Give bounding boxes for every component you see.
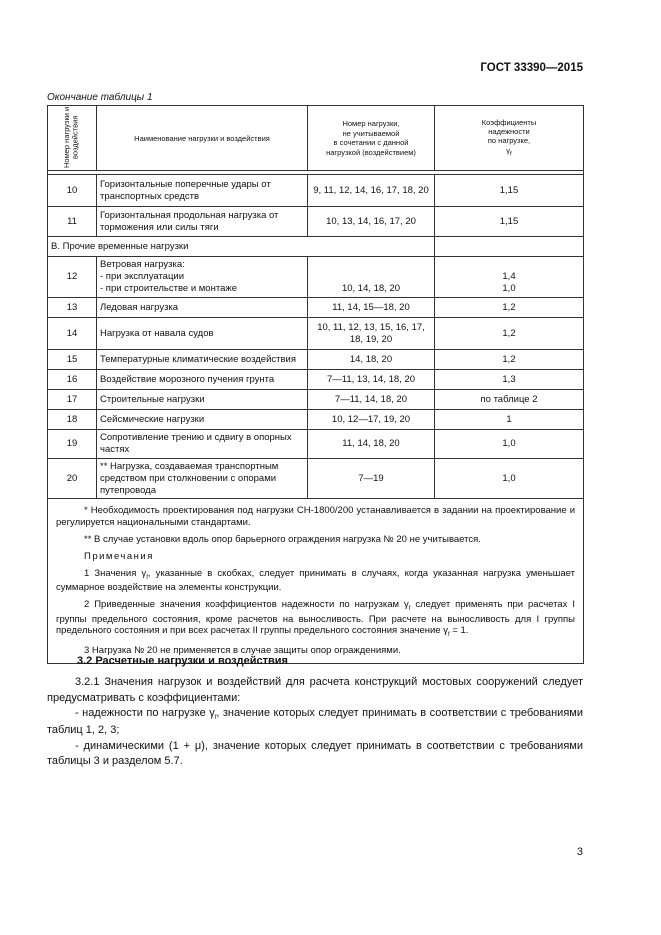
cell-coefficient: 1: [435, 410, 584, 430]
notes-heading: Примечания: [84, 551, 154, 562]
cell-coefficient: 1,4 1,0: [435, 257, 584, 298]
cell-coefficient: 1,0: [435, 430, 584, 459]
table-row: [48, 318, 584, 350]
section-b-title: В. Прочие временные нагрузки: [48, 237, 435, 257]
cell-excluded-loads: 11, 14, 18, 20: [308, 430, 435, 459]
cell-excluded-loads: 7—11, 14, 18, 20: [308, 390, 435, 410]
cell-load-name: Горизонтальные поперечные удары от транспортных средств: [97, 175, 308, 207]
paragraph-reliability: - надежности по нагрузке $\gamma_f$, значение которых следует принимать в соответствии с требованиями таблиц 1, 2, 3;: [47, 707, 583, 736]
cell-load-name: Сейсмические нагрузки: [97, 410, 308, 430]
cell-load-name: ** Нагрузка, создаваемая транспортным средством при столкновении с опорами путепровода: [97, 458, 308, 499]
cell-load-number: 17: [48, 390, 97, 410]
section-heading: 3.2 Расчетные нагрузки и воздействия: [77, 655, 288, 667]
note-2: 2 Приведенные значения коэффициентов надежности по нагрузкам $\gamma_f$ следует применять при расчетах I группы предельного состояния, кроме расчетов на выносливость. При расчете на выносливость для I группы предельного состояния и при всех расчетах II группы предельного состояния значение $\gamma_f = 1$.: [56, 599, 575, 639]
cell-load-number: 11: [48, 207, 97, 237]
cell-excluded-loads: 10, 13, 14, 16, 17, 20: [308, 207, 435, 237]
table-notes-row: [48, 499, 584, 663]
cell-load-number: 10: [48, 175, 97, 207]
cell-excluded-loads: 11, 14, 15—18, 20: [308, 298, 435, 318]
cell-excluded-loads: 7—11, 13, 14, 18, 20: [308, 370, 435, 390]
table-row: [48, 350, 584, 370]
cell-excluded-loads: 7—19: [308, 458, 435, 499]
cell-load-name: Температурные климатические воздействия: [97, 350, 308, 370]
cell-load-number: 18: [48, 410, 97, 430]
table-row: [48, 430, 584, 459]
section-b-empty-cell: [435, 237, 584, 257]
note-1: 1 Значения $\gamma_f$, указанные в скобках, следует принимать в случаях, когда указанная нагрузка уменьшает суммарное воздействие на элементы конструкции.: [56, 567, 575, 594]
table-header-row: [48, 106, 584, 171]
loads-table: [47, 105, 584, 664]
section-header-row: [48, 237, 584, 257]
cell-load-number: 16: [48, 370, 97, 390]
table-row: [48, 390, 584, 410]
paragraph-3-2-1: 3.2.1 Значения нагрузок и воздействий для расчета конструкций мостовых сооружений следует предусматривать с коэффициентами:: [47, 676, 583, 704]
cell-coefficient: 1,15: [435, 175, 584, 207]
table-row: [48, 175, 584, 207]
header-load-name: Наименование нагрузки и воздействия: [97, 106, 308, 171]
table-caption: Окончание таблицы 1: [47, 92, 153, 103]
cell-load-number: 13: [48, 298, 97, 318]
table-row: [48, 257, 584, 298]
cell-excluded-loads: 10, 14, 18, 20: [308, 257, 435, 298]
cell-coefficient: 1,2: [435, 318, 584, 350]
cell-excluded-loads: 10, 12—17, 19, 20: [308, 410, 435, 430]
cell-load-number: 19: [48, 430, 97, 459]
cell-load-number: 15: [48, 350, 97, 370]
table-row: [48, 458, 584, 499]
table-row: [48, 298, 584, 318]
cell-load-name: Нагрузка от навала судов: [97, 318, 308, 350]
cell-load-number: 14: [48, 318, 97, 350]
cell-coefficient: 1,3: [435, 370, 584, 390]
paragraph-dynamic: - динамическими (1 + μ), значение которых следует принимать в соответствии с требованиями таблицы 3 и разделом 5.7.: [47, 739, 583, 768]
cell-coefficient: по таблице 2: [435, 390, 584, 410]
cell-load-name: Ветровая нагрузка: - при эксплуатации - при строительстве и монтаже: [97, 257, 308, 298]
table-row: [48, 370, 584, 390]
cell-excluded-loads: 14, 18, 20: [308, 350, 435, 370]
note-3: 3 Нагрузка № 20 не применяется в случае защиты опор ограждениями.: [84, 644, 401, 656]
footnote-2: ** В случае установки вдоль опор барьерного ограждения нагрузка № 20 не учитывается.: [84, 534, 481, 546]
footnote-1: * Необходимость проектирования под нагрузки СН-1800/200 устанавливается в задании на проектирование и регулируется национальными стандартами.: [56, 505, 575, 529]
table-row: [48, 207, 584, 237]
cell-coefficient: 1,0: [435, 458, 584, 499]
section-body: [47, 675, 583, 770]
cell-load-name: Горизонтальная продольная нагрузка от торможения или силы тяги: [97, 207, 308, 237]
table-notes: [48, 499, 584, 663]
cell-coefficient: 1,15: [435, 207, 584, 237]
cell-load-name: Сопротивление трению и сдвигу в опорных частях: [97, 430, 308, 459]
cell-load-number: 20: [48, 458, 97, 499]
cell-load-name: Ледовая нагрузка: [97, 298, 308, 318]
page-number: 3: [576, 846, 583, 858]
document-code: ГОСТ 33390—2015: [480, 62, 583, 74]
cell-coefficient: 1,2: [435, 298, 584, 318]
header-not-combined: Номер нагрузки, не учитываемой в сочетании с данной нагрузкой (воздействием): [308, 106, 435, 171]
header-load-number: Номер нагрузки и воздействия: [48, 106, 97, 171]
header-reliability-coef: Коэффициенты надежности по нагрузке, $\gamma_f$: [435, 106, 584, 171]
cell-load-name: Воздействие морозного пучения грунта: [97, 370, 308, 390]
cell-excluded-loads: 10, 11, 12, 13, 15, 16, 17, 18, 19, 20: [308, 318, 435, 350]
cell-load-number: 12: [48, 257, 97, 298]
cell-excluded-loads: 9, 11, 12, 14, 16, 17, 18, 20: [308, 175, 435, 207]
table-row: [48, 410, 584, 430]
cell-load-name: Строительные нагрузки: [97, 390, 308, 410]
cell-coefficient: 1,2: [435, 350, 584, 370]
